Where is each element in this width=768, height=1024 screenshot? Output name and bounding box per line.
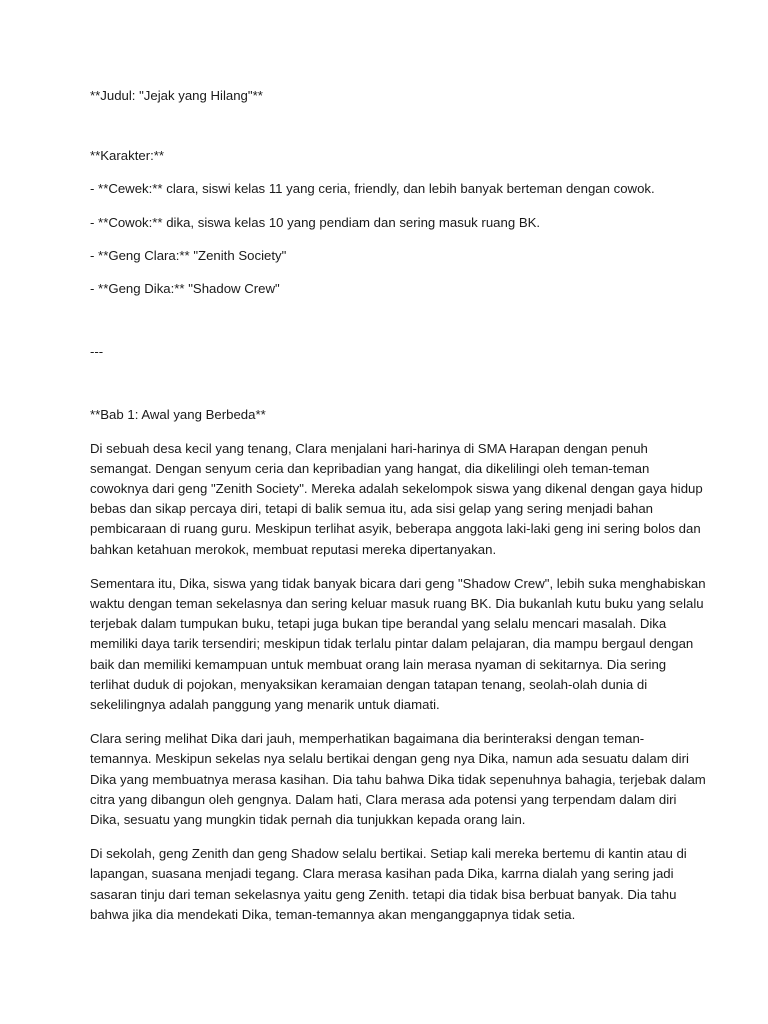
paragraph-line: sasaran tinju dari teman sekelasnya yaitu geng Zenith. tetapi dia tidak bisa berbuat banyak. Dia tahu bbox=[90, 886, 677, 902]
paragraph-line: bahkan ketahuan merokok, membuat reputasi mereka dipertanyakan. bbox=[90, 541, 497, 557]
paragraph-line: Dika yang membuatnya merasa kasihan. Dia tahu bahwa Dika tidak sepenuhnya bahagia, terjebak dalam bbox=[90, 771, 706, 787]
paragraph-line: baik dan memiliki kemampuan untuk membuat orang lain merasa nyaman di sekitarnya. Dia sering bbox=[90, 656, 667, 672]
paragraph-line: temannya. Meskipun sekelas nya selalu bertikai dengan geng nya Dika, namun ada sesuatu dalam diri bbox=[90, 751, 689, 767]
paragraph-line: lapangan, suasana menjadi tegang. Clara merasa kasihan pada Dika, karrna dialah yang sering jadi bbox=[90, 866, 674, 882]
paragraph-line: memiliki daya tarik tersendiri; meskipun tidak terlalu pintar dalam pelajaran, dia mampu bergaul dengan bbox=[90, 636, 694, 652]
paragraph-line: cowoknya dari geng "Zenith Society". Mereka adalah sekelompok siswa yang dikenal dengan gaya hidup bbox=[90, 481, 703, 497]
document-title: **Judul: "Jejak yang Hilang"** bbox=[90, 88, 263, 103]
paragraph-line: Clara sering melihat Dika dari jauh, memperhatikan bagaimana dia berinteraksi dengan teman- bbox=[90, 731, 645, 747]
paragraph-line: terlihat duduk di pojokan, menyaksikan keramaian dengan tatapan tenang, seolah-olah dunia di bbox=[90, 676, 648, 692]
paragraph-line: terjebak dalam tumpukan buku, tetapi juga bukan tipe berandal yang selalu mencari masalah. Dika bbox=[90, 616, 667, 632]
paragraph-line: Sementara itu, Dika, siswa yang tidak banyak bicara dari geng "Shadow Crew", lebih suka menghabiskan bbox=[90, 575, 706, 591]
paragraph-1 bbox=[90, 439, 703, 560]
paragraph-line: Di sekolah, geng Zenith dan geng Shadow selalu bertikai. Setiap kali mereka bertemu di kantin atau di bbox=[90, 846, 687, 862]
paragraph-2 bbox=[90, 574, 706, 715]
paragraph-4 bbox=[90, 844, 690, 925]
paragraph-line: bahwa jika dia mendekati Dika, teman-temannya akan menganggapnya tidak setia. bbox=[90, 906, 576, 922]
character-item-geng-clara: - **Geng Clara:** "Zenith Society" bbox=[90, 247, 287, 263]
character-item-cowok: - **Cowok:** dika, siswa kelas 10 yang pendiam dan sering masuk ruang BK. bbox=[90, 214, 541, 230]
section-separator: --- bbox=[90, 344, 104, 360]
character-item-geng-dika: - **Geng Dika:** "Shadow Crew" bbox=[90, 281, 280, 297]
document-page bbox=[90, 86, 706, 939]
paragraph-line: pembicaraan di ruang guru. Meskipun terlihat asyik, beberapa anggota laki-laki geng ini sering bolos dan bbox=[90, 521, 701, 537]
paragraph-line: citra yang dibangun oleh gengnya. Dalam hati, Clara merasa ada potensi yang terpendam dalam diri bbox=[90, 791, 677, 807]
paragraph-line: bebas dan sikap percaya diri, tetapi di balik semua itu, ada sisi gelap yang sering menjadi bahan bbox=[90, 501, 654, 517]
paragraph-line: sekelilingnya adalah panggung yang menarik untuk diamati. bbox=[90, 697, 440, 713]
character-item-cewek: - **Cewek:** clara, siswi kelas 11 yang ceria, friendly, dan lebih banyak berteman dengan cowok. bbox=[90, 181, 655, 197]
paragraph-line: semangat. Dengan senyum ceria dan kepribadian yang hangat, dia dikelilingi oleh teman-teman bbox=[90, 460, 650, 476]
paragraph-line: waktu dengan teman sekelasnya dan sering keluar masuk ruang BK. Dia bukanlah kutu buku yang selalu bbox=[90, 596, 704, 612]
characters-heading: **Karakter:** bbox=[90, 148, 165, 164]
paragraph-line: Dika, sesuatu yang mungkin tidak pernah dia tunjukkan kepada orang lain. bbox=[90, 812, 526, 828]
paragraph-line: Di sebuah desa kecil yang tenang, Clara menjalani hari-harinya di SMA Harapan dengan penuh bbox=[90, 440, 648, 456]
chapter-heading: **Bab 1: Awal yang Berbeda** bbox=[90, 407, 266, 423]
paragraph-3 bbox=[90, 729, 706, 830]
